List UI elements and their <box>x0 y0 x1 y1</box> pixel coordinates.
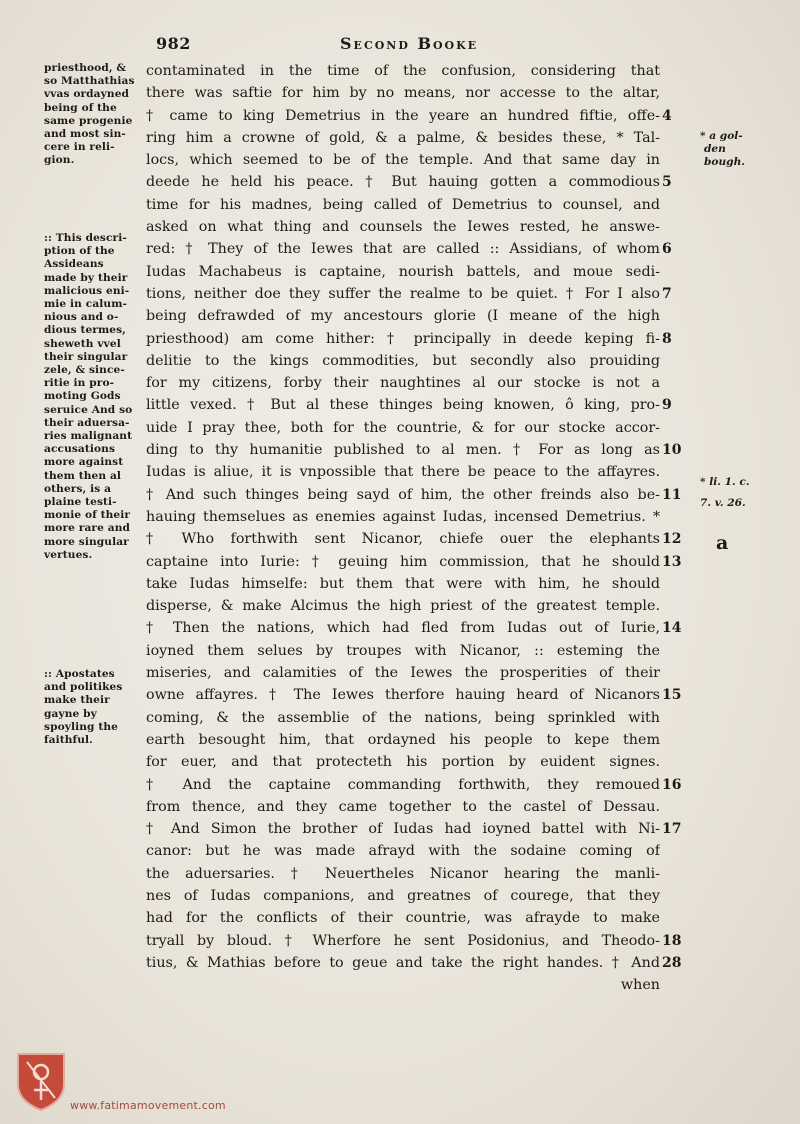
margin-note-line: plaine testi- <box>44 496 117 509</box>
text-line: there was saftie for him by no means, nor accesse to the altar, <box>146 85 660 102</box>
marginal-letter-mark: a <box>716 532 729 554</box>
verse-number: 18 <box>662 932 682 949</box>
margin-note-line: and most sin- <box>44 128 126 141</box>
margin-note-line: their aduersa- <box>44 416 130 429</box>
text-line: hauing themselues as enemies against Iudas, incensed Demetrius. * <box>146 508 660 525</box>
verse-number <box>662 60 688 82</box>
text-line: the aduersaries. † Neuertheles Nicanor hearing the manli- <box>146 865 660 882</box>
margin-note-line: more rare and <box>44 522 131 535</box>
margin-note-line: their singular <box>44 350 128 363</box>
verse-number <box>662 863 688 885</box>
margin-note-line: ritie in pro- <box>44 377 115 390</box>
margin-note-line: cere in reli- <box>44 141 115 154</box>
text-line: uide I pray thee, both for the countrie, & for our stocke accor- <box>146 419 660 436</box>
margin-note-assideans <box>44 232 132 562</box>
margin-note-line: accusations <box>44 443 116 456</box>
margin-note-line: vvas ordayned <box>44 88 130 101</box>
margin-note-line: made by their <box>44 271 128 284</box>
text-line: † Then the nations, which had fled from Iudas out of Iurie, <box>146 620 660 637</box>
text-line: locs, which seemed to be of the temple. And that same day in <box>146 152 660 169</box>
margin-note-priesthood <box>44 62 135 168</box>
right-note-cross-reference <box>700 476 750 510</box>
text-line: Iudas is aliue, it is vnpossible that there be peace to the affayres. <box>146 464 660 481</box>
verse-number <box>662 149 688 171</box>
text-line: deede he held his peace. † But hauing gotten a commodious <box>146 174 660 191</box>
text-line: ioyned them selues by troupes with Nicanor, :: esteming the <box>146 642 660 659</box>
verse-number: 12 <box>662 531 682 548</box>
verse-number: 8 <box>662 330 672 347</box>
text-line: tius, & Mathias before to geue and take the right handes. † And <box>146 954 660 971</box>
margin-note-line: ries malignant <box>44 430 133 443</box>
text-line: had for the conflicts of their countrie, was afrayde to make <box>146 910 660 927</box>
verse-number <box>662 216 688 238</box>
verse-number <box>662 350 688 372</box>
margin-note-line: vertues. <box>44 548 93 561</box>
verse-number: 4 <box>662 107 672 124</box>
margin-note-line: ption of the <box>44 245 115 258</box>
margin-note-line: and politikes <box>44 681 123 694</box>
margin-note-line: dious termes, <box>44 324 126 337</box>
running-title: Second Booke <box>340 34 479 53</box>
text-line: disperse, & make Alcimus the high priest of the greatest temple. <box>146 598 660 615</box>
text-line: being defrawded of my ancestours glorie (I meane of the high <box>146 308 660 325</box>
margin-note-line: more against <box>44 456 124 469</box>
verse-number: 7 <box>662 285 672 302</box>
verse-number <box>662 729 688 751</box>
text-line: † And Simon the brother of Iudas had ioyned battel with Ni- <box>146 821 660 838</box>
text-line: priesthood) am come hither: † principally in deede keping fi- <box>146 330 660 347</box>
verse-number <box>662 751 688 773</box>
verse-number-column <box>662 60 688 996</box>
page-number: 982 <box>156 34 191 53</box>
text-line: tryall by bloud. † Wherfore he sent Posidonius, and Theodo- <box>146 932 660 949</box>
text-line: owne affayres. † The Iewes therfore hauing heard of Nicanors <box>146 687 660 704</box>
verse-number <box>662 840 688 862</box>
margin-note-line: :: Apostates <box>44 668 115 680</box>
margin-note-line: more singular <box>44 535 129 548</box>
verse-number: 6 <box>662 241 672 258</box>
margin-note-line: :: This descri- <box>44 232 127 244</box>
text-line: earth besought him, that ordayned his people to kepe them <box>146 731 660 748</box>
verse-number <box>662 417 688 439</box>
verse-number <box>662 974 688 996</box>
verse-number <box>662 261 688 283</box>
verse-number: 28 <box>662 954 682 971</box>
text-line: nes of Iudas companions, and greatnes of courege, that they <box>146 887 660 904</box>
verse-number <box>662 194 688 216</box>
verse-number <box>662 640 688 662</box>
margin-note-line: malicious eni- <box>44 284 130 297</box>
margin-note-line: gion. <box>44 154 75 167</box>
right-note-golden-bough <box>700 130 745 169</box>
verse-number <box>662 127 688 149</box>
right-note-line: 7. v. 26. <box>700 497 746 509</box>
margin-note-line: faithful. <box>44 734 93 747</box>
verse-number <box>662 885 688 907</box>
verse-number: 9 <box>662 397 672 414</box>
margin-note-line: gayne by <box>44 707 97 720</box>
margin-note-apostates <box>44 668 122 747</box>
margin-note-line: them then al <box>44 469 122 482</box>
verse-number: 11 <box>662 486 682 503</box>
margin-note-line: same progenie <box>44 114 133 127</box>
verse-number: 5 <box>662 174 672 191</box>
verse-number <box>662 305 688 327</box>
text-line: from thence, and they came together to the castel of Dessau. <box>146 798 660 815</box>
right-note-line: * a gol- <box>700 130 743 142</box>
main-text-column <box>146 60 660 996</box>
verse-number: 15 <box>662 687 682 704</box>
text-line: for my citizens, forby their naughtines al our stocke is not a <box>146 375 660 392</box>
margin-note-line: Assideans <box>44 258 104 271</box>
margin-note-line: zele, & since- <box>44 364 125 377</box>
verse-number <box>662 662 688 684</box>
margin-note-line: nious and o- <box>44 311 119 324</box>
verse-number <box>662 595 688 617</box>
text-line: ding to thy humanitie published to al men. † For as long as <box>146 442 660 459</box>
verse-number: 17 <box>662 821 682 838</box>
verse-number: 10 <box>662 442 682 459</box>
verse-number <box>662 82 688 104</box>
margin-note-line: moting Gods <box>44 390 121 403</box>
text-line: Iudas Machabeus is captaine, nourish battels, and moue sedi- <box>146 263 660 280</box>
text-line: † And the captaine commanding forthwith, they remoued <box>146 776 660 793</box>
text-line: red: † They of the Iewes that are called :: Assidians, of whom <box>146 241 660 258</box>
text-line: miseries, and calamities of the Iewes the prosperities of their <box>146 665 660 682</box>
verse-number: 16 <box>662 776 682 793</box>
text-line: for euer, and that protecteth his portion by euident signes. <box>146 754 660 771</box>
verse-number <box>662 796 688 818</box>
text-line: little vexed. † But al these thinges being knowen, ô king, pro- <box>146 397 660 414</box>
margin-note-line: priesthood, & <box>44 62 127 74</box>
margin-note-line: being of the <box>44 101 117 114</box>
text-line: † And such thinges being sayd of him, the other freinds also be- <box>146 486 660 503</box>
verse-number <box>662 707 688 729</box>
text-line: take Iudas himselfe: but them that were with him, he should <box>146 575 660 592</box>
text-line: asked on what thing and counsels the Iewes rested, he answe- <box>146 219 660 236</box>
margin-note-line: sheweth vvel <box>44 337 121 350</box>
text-line: ring him a crowne of gold, & a palme, & besides these, * Tal- <box>146 129 660 146</box>
margin-note-line: make their <box>44 694 110 707</box>
text-line: when <box>620 977 660 994</box>
verse-number <box>662 907 688 929</box>
text-line: time for his madnes, being called of Demetrius to counsel, and <box>146 196 660 213</box>
text-line: tions, neither doe they suffer the realme to be quiet. † For I also <box>146 285 660 302</box>
right-note-line: * li. 1. c. <box>700 476 750 488</box>
verse-number: 13 <box>662 553 682 570</box>
text-line: delitie to the kings commodities, but secondly also prouiding <box>146 352 660 369</box>
margin-note-line: mie in calum- <box>44 298 128 311</box>
text-line: contaminated in the time of the confusion, considering that <box>146 63 660 79</box>
text-line: captaine into Iurie: † geuing him commission, that he should <box>146 553 660 570</box>
shield-logo-icon <box>14 1050 68 1112</box>
margin-note-line: seruice And so <box>44 403 133 416</box>
text-line: † Who forthwith sent Nicanor, chiefe ouer the elephants <box>146 531 660 548</box>
verse-number <box>662 573 688 595</box>
right-note-line: den <box>704 143 726 155</box>
text-line: canor: but he was made afrayd with the sodaine coming of <box>146 843 660 860</box>
running-header <box>150 30 550 54</box>
verse-number: 14 <box>662 620 682 637</box>
margin-note-line: spoyling the <box>44 720 118 733</box>
margin-note-line: others, is a <box>44 482 112 495</box>
verse-number <box>662 506 688 528</box>
text-line: † came to king Demetrius in the yeare an hundred fiftie, offe- <box>146 107 660 124</box>
text-line: coming, & the assemblie of the nations, being sprinkled with <box>146 709 660 726</box>
verse-number <box>662 372 688 394</box>
margin-note-line: monie of their <box>44 509 131 522</box>
margin-note-line: so Matthathias <box>44 75 135 88</box>
website-link[interactable]: www.fatimamovement.com <box>70 1099 226 1112</box>
right-note-line: bough. <box>704 156 745 168</box>
verse-number <box>662 461 688 483</box>
